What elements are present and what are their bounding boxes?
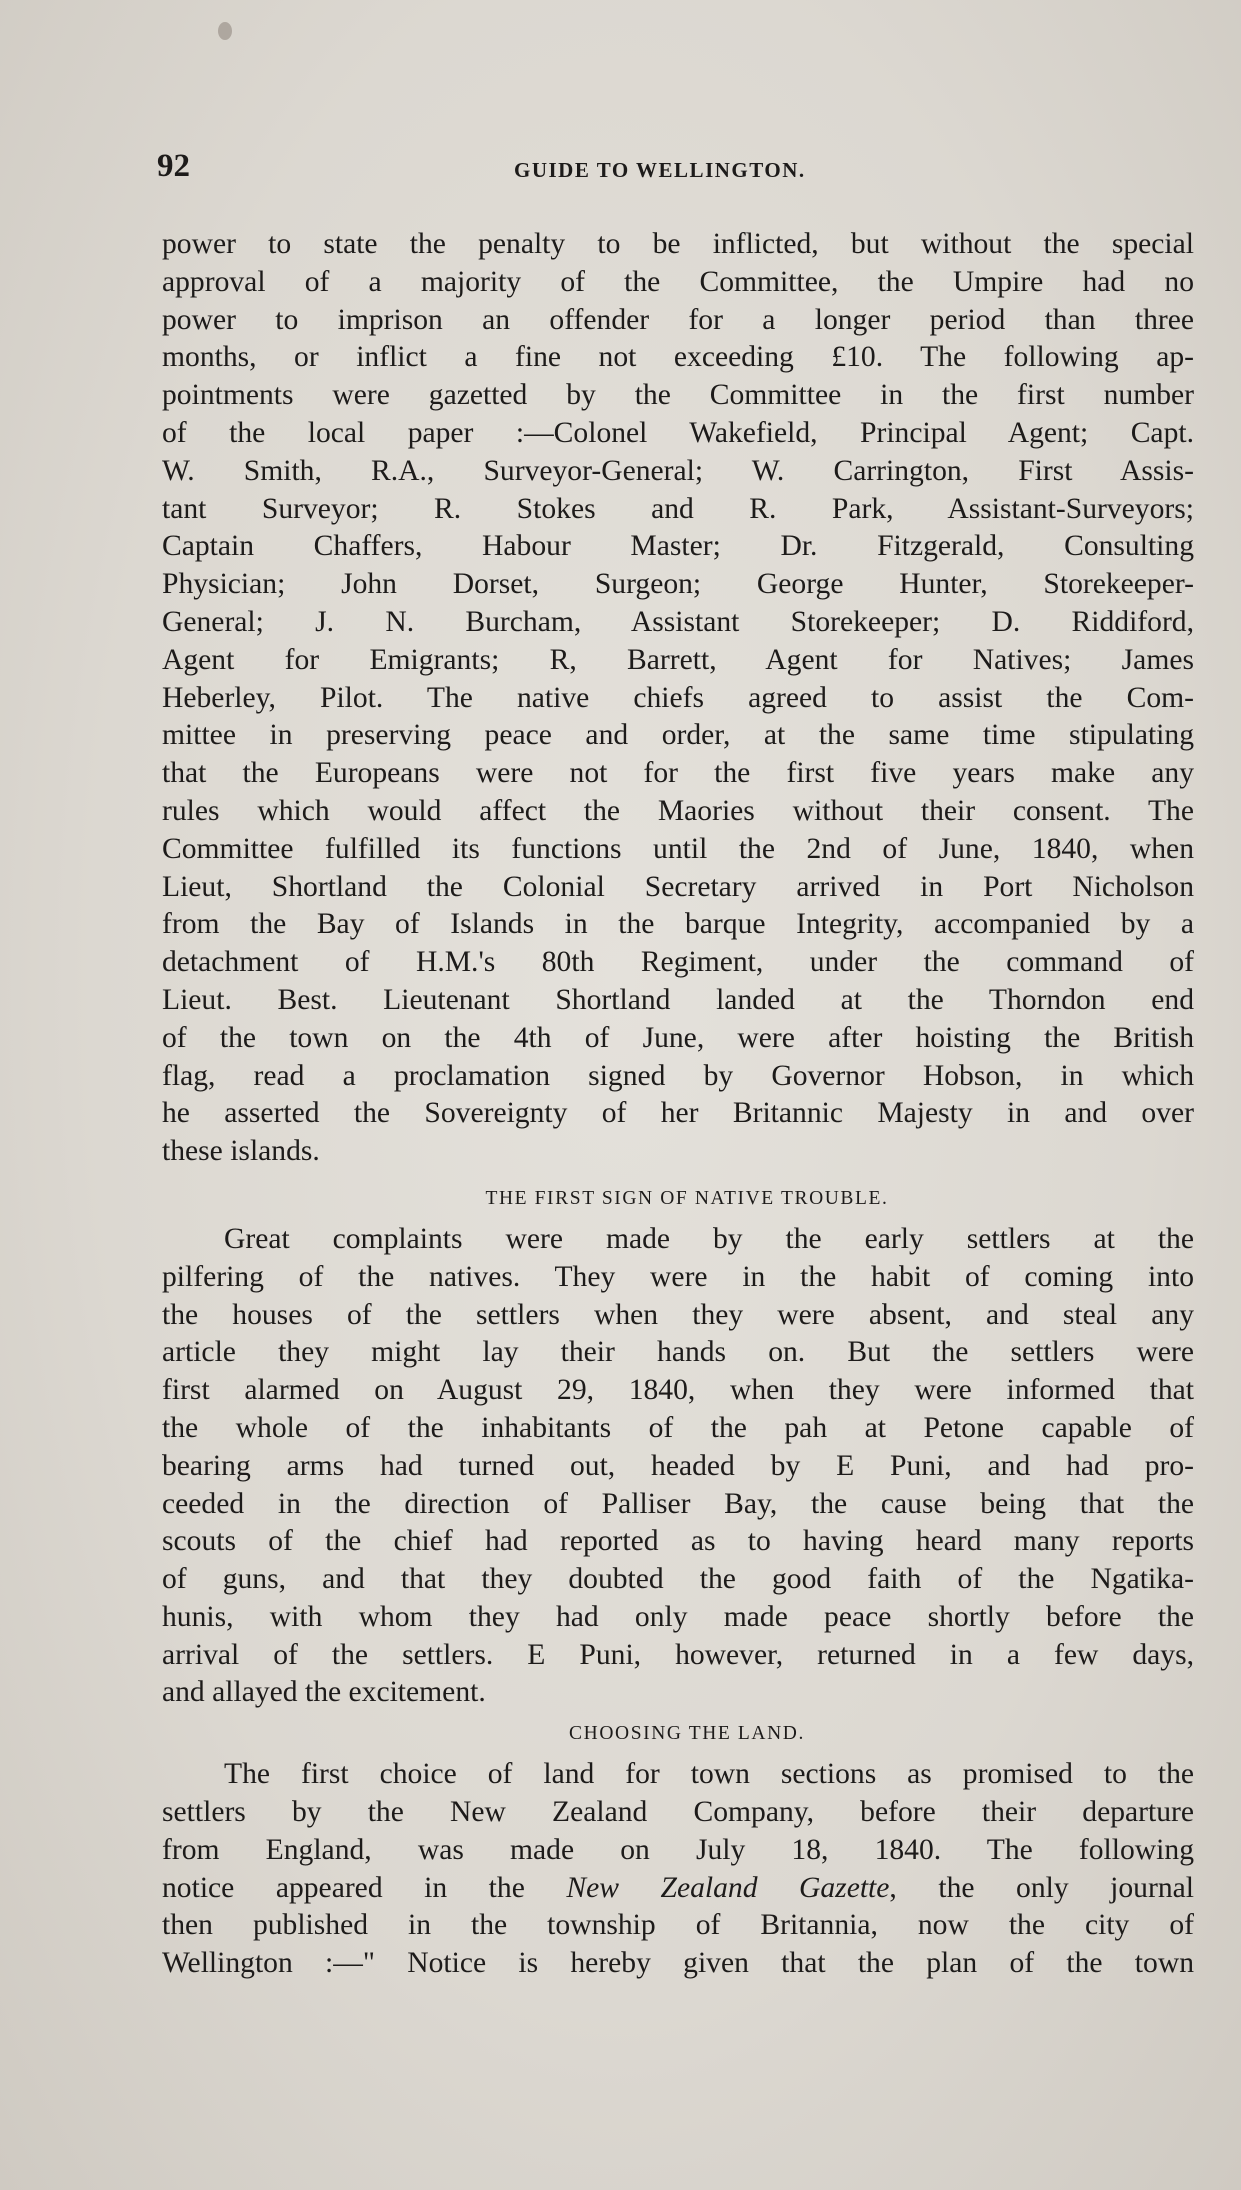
text-line: flag, read a proclamation signed by Governor Hobson, in which bbox=[162, 1059, 1194, 1092]
text-line: The first choice of land for town sections as promised to the bbox=[224, 1758, 1194, 1791]
text-line: Agent for Emigrants; R, Barrett, Agent for Natives; James bbox=[162, 643, 1194, 676]
text-line: these islands. bbox=[162, 1135, 320, 1168]
text-line: ceeded in the direction of Palliser Bay, the cause being that the bbox=[162, 1487, 1194, 1520]
text-line: Great complaints were made by the early settlers at the bbox=[224, 1222, 1194, 1255]
text-line: Captain Chaffers, Habour Master; Dr. Fitzgerald, Consulting bbox=[162, 530, 1194, 563]
text-line: W. Smith, R.A., Surveyor-General; W. Carrington, First Assis- bbox=[162, 454, 1194, 487]
text-line: Lieut, Shortland the Colonial Secretary arrived in Port Nicholson bbox=[162, 870, 1194, 903]
text-line: and allayed the excitement. bbox=[162, 1676, 486, 1709]
page-number: 92 bbox=[157, 148, 190, 184]
section-heading-choosing-land: CHOOSING THE LAND. bbox=[569, 1723, 805, 1745]
gazette-title: New Zealand Gazette bbox=[566, 1871, 890, 1904]
page-header: GUIDE TO WELLINGTON. bbox=[514, 158, 806, 182]
text-fragment: notice appeared in the bbox=[162, 1871, 567, 1904]
text-line: rules which would affect the Maories without their consent. The bbox=[162, 794, 1194, 827]
text-line: the whole of the inhabitants of the pah at Petone capable of bbox=[162, 1411, 1194, 1444]
text-line: that the Europeans were not for the first five years make any bbox=[162, 757, 1194, 790]
running-head bbox=[157, 148, 1197, 188]
text-line: detachment of H.M.'s 80th Regiment, under the command of bbox=[162, 946, 1194, 979]
text-line: General; J. N. Burcham, Assistant Storekeeper; D. Riddiford, bbox=[162, 605, 1194, 638]
text-line: article they might lay their hands on. But the settlers were bbox=[162, 1336, 1194, 1369]
paragraph-choosing-land bbox=[162, 1756, 1194, 1983]
text-line: Wellington :—" Notice is hereby given that the plan of the town bbox=[162, 1947, 1194, 1980]
text-line-with-italic bbox=[162, 1870, 1194, 1908]
paragraph-committee bbox=[162, 226, 1194, 1171]
text-fragment: , the only journal bbox=[889, 1871, 1194, 1904]
text-line: power to imprison an offender for a longer period than three bbox=[162, 303, 1194, 336]
text-line: pilfering of the natives. They were in the habit of coming into bbox=[162, 1260, 1194, 1293]
text-line: of the local paper :—Colonel Wakefield, Principal Agent; Capt. bbox=[162, 416, 1194, 449]
text-line: the houses of the settlers when they were absent, and steal any bbox=[162, 1298, 1194, 1331]
text-line: Lieut. Best. Lieutenant Shortland landed at the Thorndon end bbox=[162, 983, 1194, 1016]
text-line: of the town on the 4th of June, were after hoisting the British bbox=[162, 1021, 1194, 1054]
page-blemish bbox=[218, 22, 232, 40]
text-line: pointments were gazetted by the Committee in the first number bbox=[162, 379, 1194, 412]
text-line: Heberley, Pilot. The native chiefs agreed to assist the Com- bbox=[162, 681, 1194, 714]
text-line: approval of a majority of the Committee, the Umpire had no bbox=[162, 265, 1194, 298]
text-line: hunis, with whom they had only made peace shortly before the bbox=[162, 1600, 1194, 1633]
text-line: from the Bay of Islands in the barque Integrity, accompanied by a bbox=[162, 908, 1194, 941]
text-line: Physician; John Dorset, Surgeon; George Hunter, Storekeeper- bbox=[162, 568, 1194, 601]
text-line: he asserted the Sovereignty of her Britannic Majesty in and over bbox=[162, 1097, 1194, 1130]
text-line: mittee in preserving peace and order, at the same time stipulating bbox=[162, 719, 1194, 752]
text-line: scouts of the chief had reported as to having heard many reports bbox=[162, 1525, 1194, 1558]
text-line: Committee fulfilled its functions until the 2nd of June, 1840, when bbox=[162, 832, 1194, 865]
text-line: first alarmed on August 29, 1840, when they were informed that bbox=[162, 1374, 1194, 1407]
text-line: months, or inflict a fine not exceeding £10. The following ap- bbox=[162, 341, 1194, 374]
text-line: from England, was made on July 18, 1840. The following bbox=[162, 1833, 1194, 1866]
text-line: settlers by the New Zealand Company, before their departure bbox=[162, 1796, 1194, 1829]
text-line: power to state the penalty to be inflicted, but without the special bbox=[162, 228, 1194, 260]
text-line: of guns, and that they doubted the good faith of the Ngatika- bbox=[162, 1563, 1194, 1596]
text-line: arrival of the settlers. E Puni, however, returned in a few days, bbox=[162, 1638, 1194, 1671]
text-line: bearing arms had turned out, headed by E Puni, and had pro- bbox=[162, 1449, 1194, 1482]
paragraph-native-trouble bbox=[162, 1221, 1194, 1712]
body-text bbox=[162, 226, 1194, 1983]
text-line: tant Surveyor; R. Stokes and R. Park, Assistant-Surveyors; bbox=[162, 492, 1194, 525]
section-heading-native-trouble: THE FIRST SIGN OF NATIVE TROUBLE. bbox=[485, 1187, 889, 1209]
text-line: then published in the township of Britannia, now the city of bbox=[162, 1909, 1194, 1942]
